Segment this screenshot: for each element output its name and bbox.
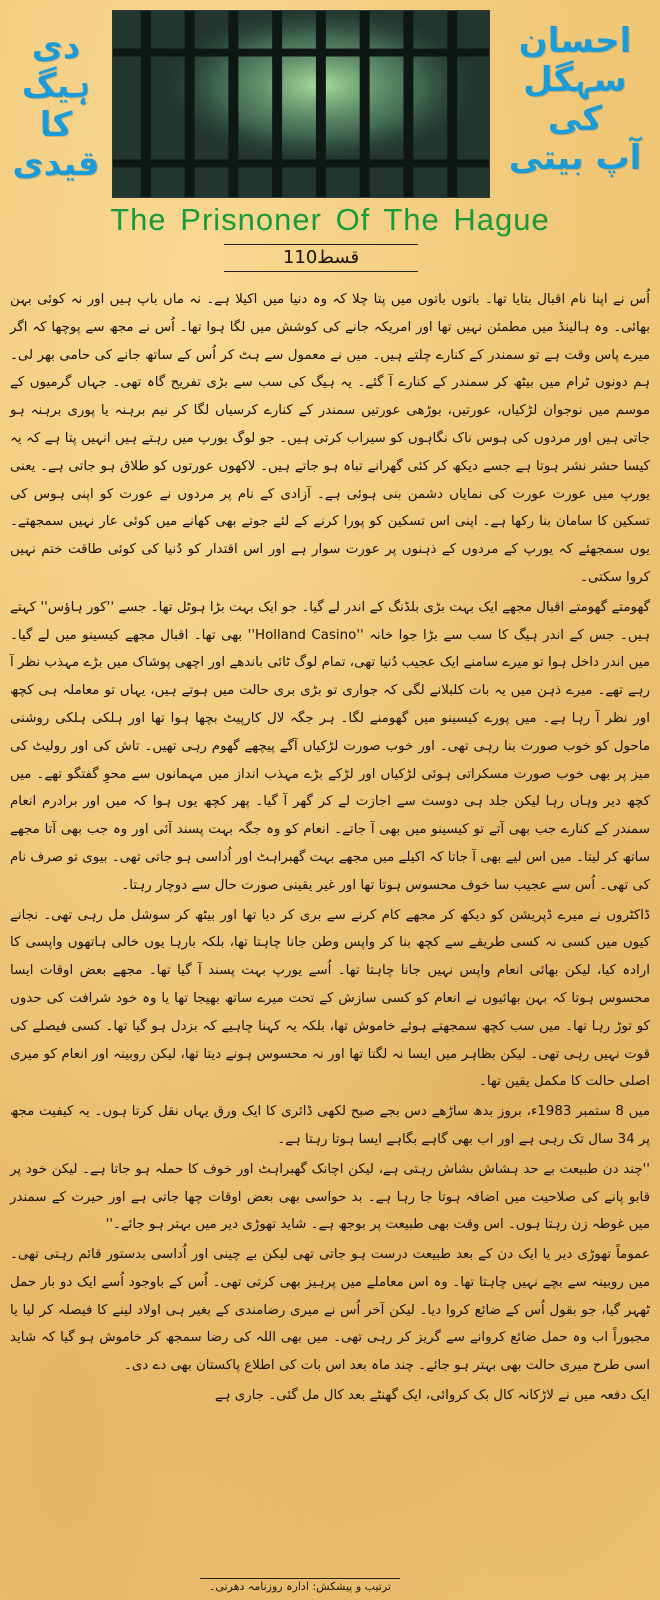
right-title-line: احسان سہگل xyxy=(518,21,632,101)
article-paragraph: ایک دفعہ میں نے لاڑکانہ کال بک کروائی، ایک گھنٹے بعد کال مل گئی۔ جاری ہے xyxy=(214,1388,650,1404)
article-body xyxy=(10,286,650,1412)
left-title xyxy=(4,28,108,184)
article-paragraph: اُس نے اپنا نام اقبال بتایا تھا۔ باتوں باتوں میں پتا چلا کہ وہ دنیا میں اکیلا ہے۔ نہ ماں باپ ہیں اور نہ کوئی بہن بھائی۔ وہ ہالینڈ میں مطمئن نہیں تھا اور امریکہ جانے کی کوشش میں لگا ہوا تھا۔ اُس نے مجھ سے پوچھا کہ اگر میرے پاس وقت ہے تو سمندر کے کنارے چلتے ہیں۔ میں نے معمول سے ہٹ کر اُس کے ساتھ جانے کی حامی بھر لی۔ ہم دونوں ٹرام میں بیٹھ کر سمندر کے کنارے آ گئے۔ یہ ہیگ کی سب سے بڑی تفریح گاہ تھی۔ جہاں گرمیوں کے موسم میں نوجوان لڑکیاں، عورتیں، بوڑھی عورتیں سمندر کے کنارے کرسیاں لگا کر نیم برہنہ یا پوری برہنہ ہو جاتی ہیں اور مردوں کی ہوس ناک نگاہوں کو سیراب کرتی ہیں۔ جو لوگ یورپ میں رہتے ہیں انہیں پتا ہے کہ یہ کیسا حشر نشر ہوتا ہے جسے دیکھ کر کئی گھرانے تباہ ہو جاتے ہیں۔ لاکھوں عورتوں کو طلاق ہو جاتی ہے۔ یعنی یورپ میں عورت عورت کی نمایاں دشمن بنی ہوئی ہے۔ آزادی کے نام پر مردوں نے عورت کو اپنی ہوس کی تسکین کا سامان بنا رکھا ہے۔ اپنی اس تسکین کو پورا کرنے کے لئے جوتے بھی کھانے میں کوئی عار نہیں سمجھتے۔ یوں سمجھئے کہ یورپ کے مردوں کے ذہنوں پر عورت سوار ہے اور اس اقتدار کو دُنیا کی کوئی طاقت ختم نہیں کروا سکتی۔ xyxy=(10,292,650,585)
diary-quote: ''چند دن طبیعت بے حد ہشاش بشاش رہتی ہے، لیکن اچانک گھبراہٹ اور خوف کا حملہ ہو جاتا ہے۔ لیکن خود پر قابو پانے کی صلاحیت میں اضافہ ہوتا جا رہا ہے۔ بد حواسی بھی بعض اوقات چھا جاتی ہے اور حیرت کے سمندر میں غوطہ زن رہتا ہوں۔ اس وقت بھی طبیعت پر بوجھ ہے۔ شاید تھوڑی دیر میں بہتر ہو جائے۔'' xyxy=(10,1161,650,1233)
article-paragraph: عموماً تھوڑی دیر یا ایک دن کے بعد طبیعت درست ہو جاتی تھی لیکن بے چینی اور اُداسی بدستور قائم رہتی تھی۔ میں روبینہ سے بچے نہیں چاہتا تھا۔ وہ اس معاملے میں پرہیز بھی کرتی تھی۔ اُس کے باوجود اُسے ایک دو بار حمل ٹھہر گیا، جو بقول اُس کے ضائع کروا دیا۔ لیکن آخر اُس نے میری رضامندی کے بغیر ہی اولاد لینے کا فیصلہ کر لیا یا مجبوراً اب وہ حمل ضائع کروانے سے گریز کر رہی تھی۔ میں بھی اللہ کی رضا سمجھ کر خاموش ہو گیا کہ شاید اسی طرح میری حالت بھی بہتر ہو جائے۔ چند ماہ بعد اس بات کی اطلاع پاکستان بھی دے دی۔ xyxy=(10,1247,650,1374)
header xyxy=(0,0,660,237)
left-title-line: دی ہیگ xyxy=(21,27,91,107)
right-title-line: کی xyxy=(547,99,603,140)
left-title-line: قیدی xyxy=(12,144,100,185)
right-title-line: آپ بیتی xyxy=(508,138,642,179)
article-paragraph: گھومتے گھومتے اقبال مجھے ایک بہت بڑی بلڈنگ کے اندر لے گیا۔ جو ایک بہت بڑا ہوٹل تھا۔ جسے ''کور ہاؤس'' کہتے ہیں۔ جس کے اندر ہیگ کا سب سے بڑا جوا خانہ ''Holland Casino'' بھی تھا۔ اقبال مجھے کیسینو میں لے گیا۔ میں اندر داخل ہوا تو میرے سامنے ایک عجیب دُنیا تھی، تمام لوگ ٹائی باندھے اور اچھی پوشاک میں بڑے مہذب نظر آ رہے تھے۔ میرے ذہن میں یہ بات کلبلانے لگی کہ جواری تو بڑی بری حالت میں ہوتے ہیں، یہاں تو معاملہ ہی کچھ اور نظر آ رہا ہے۔ میں پورے کیسینو میں گھومنے لگا۔ ہر جگہ لال کارپیٹ بچھا ہوا تھا اور ہلکی ہلکی روشنی ماحول کو خوب صورت بنا رہی تھی۔ اور خوب صورت لڑکیاں آگے پیچھے گھوم رہی تھیں۔ تاش کی اور رولیٹ کی میز پر بھی خوب صورت مسکراتی ہوئی لڑکیاں اور لڑکے بڑے مہذب انداز میں مہمانوں سے محوِ گفتگو تھے۔ میں کچھ دیر وہاں رہا لیکن جلد ہی دوست سے اجازت لے کر گھر آ گیا۔ پھر کچھ یوں ہوا کہ میں اور برادرم انعام سمندر کے کنارے جب بھی آتے تو کیسینو میں بھی آ جاتے۔ انعام کو وہ جگہ بہت پسند آئی اور وہ جب بھی آتا مجھے ساتھ کر لیتا۔ میں اس لیے بھی آ جاتا کہ اکیلے میں مجھے بہت گھبراہٹ اور اُداسی ہو جاتی تھی۔ بیوی تو صرف نام کی تھی۔ اُس سے عجیب سا خوف محسوس ہوتا تھا اور غیر یقینی صورت حال سے دوچار رہتا۔ xyxy=(10,599,650,893)
english-title: The Prisnoner Of The Hague xyxy=(110,202,550,237)
episode-number: قسط110 xyxy=(224,244,418,272)
prison-bars-image xyxy=(112,10,490,198)
right-title xyxy=(500,22,650,178)
article-paragraph: میں 8 ستمبر 1983ء، بروز بدھ ساڑھے دس بجے صبح لکھی ڈائری کا ایک ورق یہاں نقل کرتا ہوں۔ یہ کیفیت مجھ پر 34 سال تک رہی ہے اور اب بھی گاہے بگاہے ایسا ہوتا رہتا ہے۔ xyxy=(10,1104,651,1147)
left-title-line: کا xyxy=(39,105,73,146)
credit-line: ترتیب و پیشکش: ادارہ روزنامہ دھرتی۔ xyxy=(200,1578,400,1593)
prison-bars-graphic xyxy=(113,11,489,197)
article-paragraph: ڈاکٹروں نے میرے ڈپریشن کو دیکھ کر مجھے کام کرنے سے بری کر دیا تھا اور بیٹھ کر سوشل مل رہی تھی۔ نجانے کیوں میں کسی نہ کسی طریقے سے کچھ بنا کر واپس وطن جانا چاہتا تھا، بلکہ بارہا یوں خالی ہاتھوں واپسی کا ارادہ کیا، لیکن بھائی انعام واپس نہیں جانا چاہتا تھا۔ اُسے یورپ بہت پسند آ گیا تھا۔ مجھے بعض اوقات ایسا محسوس ہوتا کہ بہن بھائیوں نے انعام کو کسی سازش کے تحت میرے ساتھ بھیجا تھا یا وہ خود شرافت کی حدوں کو توڑ رہا تھا۔ میں سب کچھ سمجھتے ہوئے خاموش تھا، بلکہ یہ کہنا چاہیے کہ بزدل ہو گیا تھا۔ کسی فیصلے کی قوت نہیں رہی تھی۔ لیکن بظاہر میں ایسا نہ لگتا تھا اور نہ محسوس ہونے دیتا تھا، لیکن روبینہ اور انعام کو میری اصلی حالت کا مکمل یقین تھا۔ xyxy=(10,907,650,1090)
